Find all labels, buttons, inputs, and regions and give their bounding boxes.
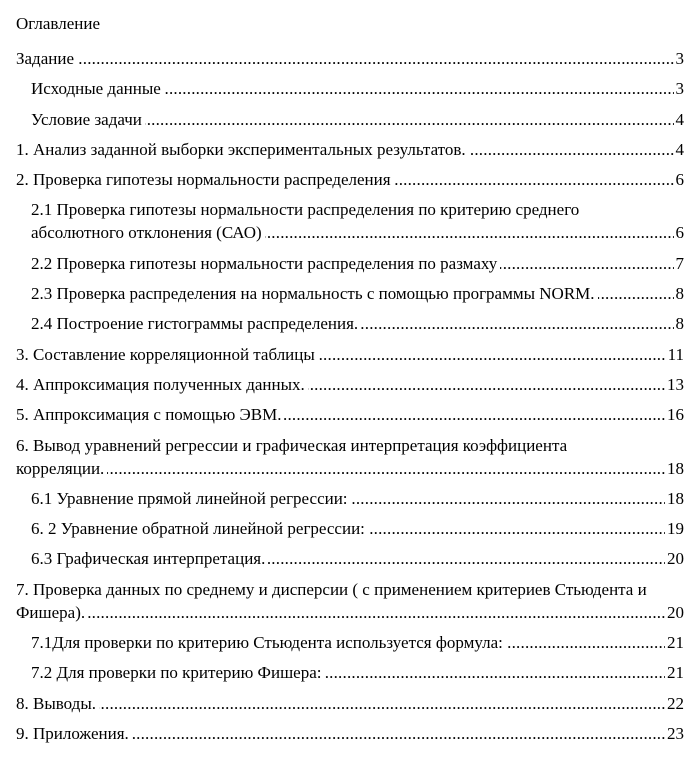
toc-entry[interactable]: [16, 403, 684, 426]
toc-entry-page: 23: [667, 723, 684, 743]
toc-entry-title: 1. Анализ заданной выборки экспериментальных результатов.: [16, 140, 469, 159]
toc-entry-title: 6. 2 Уравнение обратной линейной регрессии:: [31, 519, 368, 538]
toc-entry-page: 16: [667, 405, 684, 425]
toc-entry-title: 2. Проверка гипотезы нормальности распределения: [16, 170, 394, 189]
toc-entry-title: 6. Вывод уравнений регрессии и графическая интерпретация коэффициента корреляции.: [16, 435, 568, 478]
toc-entry[interactable]: [31, 198, 684, 244]
toc-entry-page: 13: [667, 374, 684, 394]
toc-entry-page: 18: [667, 458, 684, 478]
toc-entry[interactable]: [31, 282, 684, 305]
toc-entry-title: 6.1 Уравнение прямой линейной регрессии:: [31, 489, 351, 508]
toc-entry[interactable]: [16, 168, 684, 191]
toc-entry[interactable]: [16, 434, 684, 480]
toc-entry[interactable]: [16, 578, 684, 624]
toc-entry-title: 7.2 Для проверки по критерию Фишера:: [31, 663, 325, 682]
toc-entry-title: 7. Проверка данных по среднему и дисперсии ( с применением критериев Стьюдента и Фишера).: [16, 579, 647, 622]
toc-entry[interactable]: [31, 487, 684, 510]
toc-entry-title: 2.1 Проверка гипотезы нормальности распределения по критерию среднего абсолютного отклонения (САО): [31, 200, 580, 243]
toc-entry-page: 3: [675, 49, 684, 68]
toc-entry[interactable]: [31, 77, 684, 100]
toc-entry[interactable]: [16, 343, 684, 366]
toc-entry-page: 6: [675, 170, 684, 190]
toc-entry-page: 8: [675, 314, 684, 334]
toc-entry-page: 6: [675, 223, 684, 243]
toc-entry-title: 2.3 Проверка распределения на нормальность с помощью программы NORM.: [31, 284, 598, 303]
toc-entry-title: 2.4 Построение гистограммы распределения.: [31, 314, 361, 333]
toc-entry-title: Условие задачи: [31, 110, 145, 129]
toc-entry-page: 20: [667, 602, 684, 622]
toc-entry[interactable]: [31, 252, 684, 275]
toc-entry-title: 7.1Для проверки по критерию Стьюдента используется формула:: [31, 633, 506, 652]
toc-entry[interactable]: [31, 631, 684, 654]
toc-entry[interactable]: [31, 108, 684, 131]
toc-entry-page: 21: [667, 633, 684, 653]
toc-entry-title: 2.2 Проверка гипотезы нормальности распределения по размаху: [31, 254, 500, 273]
toc-entry[interactable]: [31, 312, 684, 335]
toc-entry-page: 4: [675, 139, 684, 159]
toc-entry-title: Задание: [16, 49, 77, 68]
toc-entry[interactable]: [16, 722, 684, 745]
toc-entry[interactable]: [16, 692, 684, 715]
toc-entry-title: 6.3 Графическая интерпретация.: [31, 549, 268, 568]
toc-entry-title: 5. Аппроксимация с помощью ЭВМ.: [16, 405, 284, 424]
toc-entry-page: 20: [667, 549, 684, 569]
toc-entry-page: 11: [667, 344, 684, 364]
toc-entry[interactable]: [31, 661, 684, 684]
table-of-contents: [16, 47, 684, 752]
toc-entry-title: Исходные данные: [31, 79, 164, 98]
toc-entry[interactable]: [31, 517, 684, 540]
toc-heading: Оглавление: [16, 14, 100, 33]
toc-entry-title: 8. Выводы.: [16, 694, 99, 713]
toc-entry-title: 4. Аппроксимация полученных данных.: [16, 375, 308, 394]
toc-entry-page: 7: [675, 253, 684, 273]
toc-entry[interactable]: [16, 373, 684, 396]
toc-entry-title: 9. Приложения.: [16, 724, 132, 743]
toc-entry[interactable]: [16, 138, 684, 161]
toc-entry-page: 19: [667, 519, 684, 539]
toc-entry-title: 3. Составление корреляционной таблицы: [16, 345, 318, 364]
toc-entry[interactable]: [16, 47, 684, 70]
toc-entry-page: 4: [675, 109, 684, 129]
toc-entry[interactable]: [31, 547, 684, 570]
toc-entry-page: 3: [675, 79, 684, 99]
toc-entry-page: 22: [667, 693, 684, 713]
toc-entry-page: 21: [667, 663, 684, 683]
toc-entry-page: 8: [675, 284, 684, 304]
toc-entry-page: 18: [667, 488, 684, 508]
